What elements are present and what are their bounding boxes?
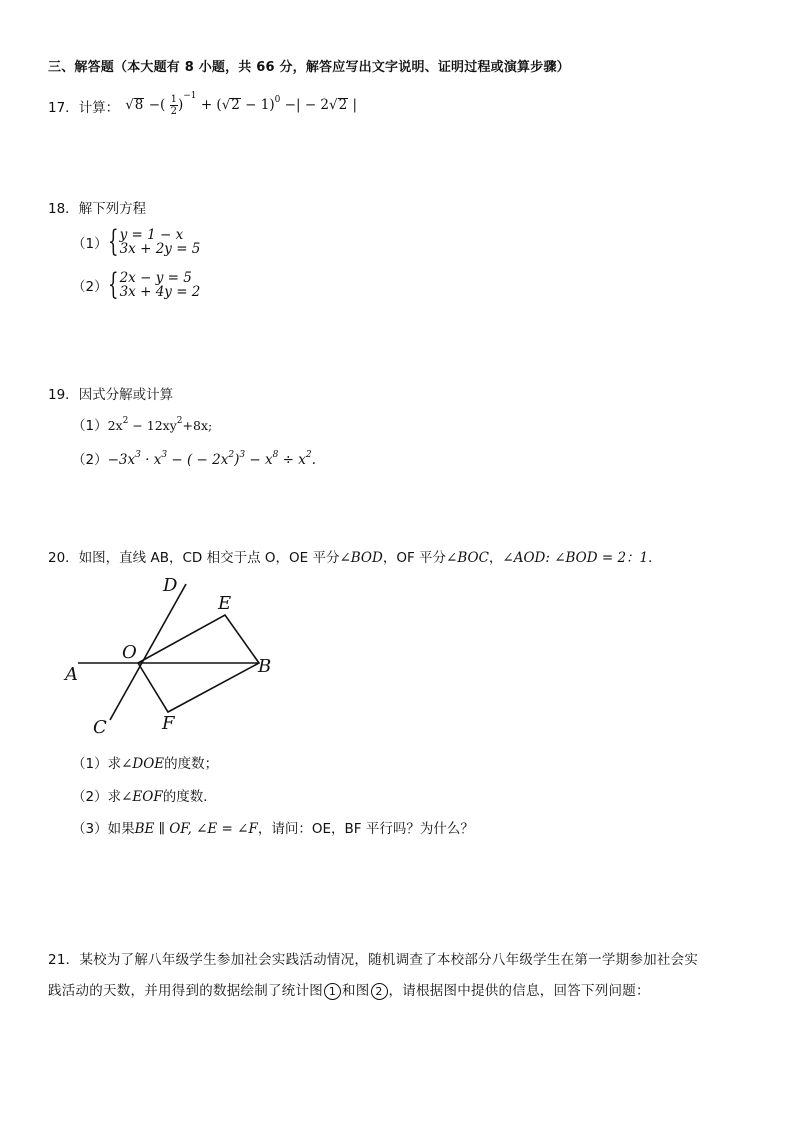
fraction-denominator: 2	[170, 106, 177, 117]
part-label: （2）	[72, 452, 108, 468]
question-19	[48, 383, 173, 403]
fraction	[170, 94, 178, 117]
equation-system-2	[72, 267, 201, 302]
expression: $-3x^3 \cdot x^3$ − ( − $2x^2)^3 - x^8 \div x^2$.	[107, 450, 316, 468]
equation: y = 1 − x	[119, 227, 184, 243]
question-20-part-3: （3）如果BE ∥ OF, ∠E = ∠F，请问：OE，BF 平行吗？为什么？	[72, 821, 474, 837]
part-label: （1）	[72, 418, 108, 434]
expression: √8 −( $\frac{1}{2}$ )$^{-1} + (√2 - 1)^0$ −| − 2√2 |	[125, 91, 358, 117]
question-number: 18．	[48, 201, 79, 217]
brace-icon: {	[107, 267, 119, 302]
question-18	[48, 197, 146, 217]
equation-system-1	[72, 224, 201, 259]
angle-boc: ∠BOC	[446, 550, 489, 566]
question-19-part-1	[72, 414, 212, 434]
question-21-line-1: 21．某校为了解八年级学生参加社会实践活动情况，随机调查了本校部分八年级学生在第一学期参加社会实	[48, 952, 699, 968]
angle-bod: ∠BOD	[339, 550, 383, 566]
part-label: （2）	[72, 279, 108, 295]
fraction-numerator: 1	[170, 94, 177, 105]
plus-open: + (	[200, 97, 222, 113]
exponent: −1	[183, 91, 197, 101]
question-prompt: 因式分解或计算	[78, 387, 174, 403]
sqrt-sign: √	[125, 97, 134, 113]
question-number: 21．	[48, 952, 80, 968]
label-b: B	[258, 656, 272, 677]
abs-part: −| − 2	[284, 97, 330, 113]
label-d: D	[163, 575, 178, 596]
sqrt-radicand: 2	[231, 97, 240, 113]
brace-icon: {	[107, 224, 119, 259]
question-21-line-2: 践活动的天数，并用得到的数据绘制了统计图 1 和图 2 ，请根据图中提供的信息，回答下列问题：	[48, 983, 650, 999]
question-prompt: 计算：	[78, 99, 120, 116]
question-20-part-1: （1）求∠DOE的度数；	[72, 756, 219, 772]
label-c: C	[93, 717, 107, 738]
sqrt-radicand: 8	[134, 97, 144, 113]
label-e: E	[218, 593, 232, 614]
question-20: 20．如图，直线 AB，CD 相交于点 O，OE 平分∠BOD，OF 平分∠BOC，∠AOD: ∠BOD = 2：1．	[48, 550, 662, 566]
equation: 2x − y = 5	[119, 270, 192, 286]
circled-number-1: 1	[324, 983, 341, 1000]
equation: 3x + 2y = 5	[119, 241, 201, 257]
exponent: 0	[274, 95, 281, 105]
question-17	[48, 91, 358, 117]
geometry-figure	[55, 570, 295, 745]
angle-ratio: ∠AOD: ∠BOD = 2：1	[502, 550, 649, 566]
equation: 3x + 4y = 2	[119, 284, 201, 300]
question-19-part-2	[72, 448, 316, 468]
question-number: 17．	[48, 99, 79, 116]
question-number: 19．	[48, 387, 79, 403]
sqrt-radicand: 2	[338, 97, 348, 113]
label-o: O	[122, 642, 137, 663]
question-prompt: 解下列方程	[78, 201, 147, 217]
circled-number-2: 2	[371, 983, 388, 1000]
part-label: （1）	[72, 236, 108, 252]
question-number: 20．	[48, 550, 79, 566]
minus-open: −(	[148, 97, 166, 113]
label-f: F	[162, 713, 175, 734]
question-20-part-2: （2）求∠EOF的度数．	[72, 789, 217, 805]
label-a: A	[65, 664, 78, 685]
section-heading: 三、解答题（本大题有 8 小题，共 66 分，解答应写出文字说明、证明过程或演算步骤）	[48, 60, 570, 75]
expression: $2x^2 - 12xy^2+8x$;	[107, 416, 213, 433]
